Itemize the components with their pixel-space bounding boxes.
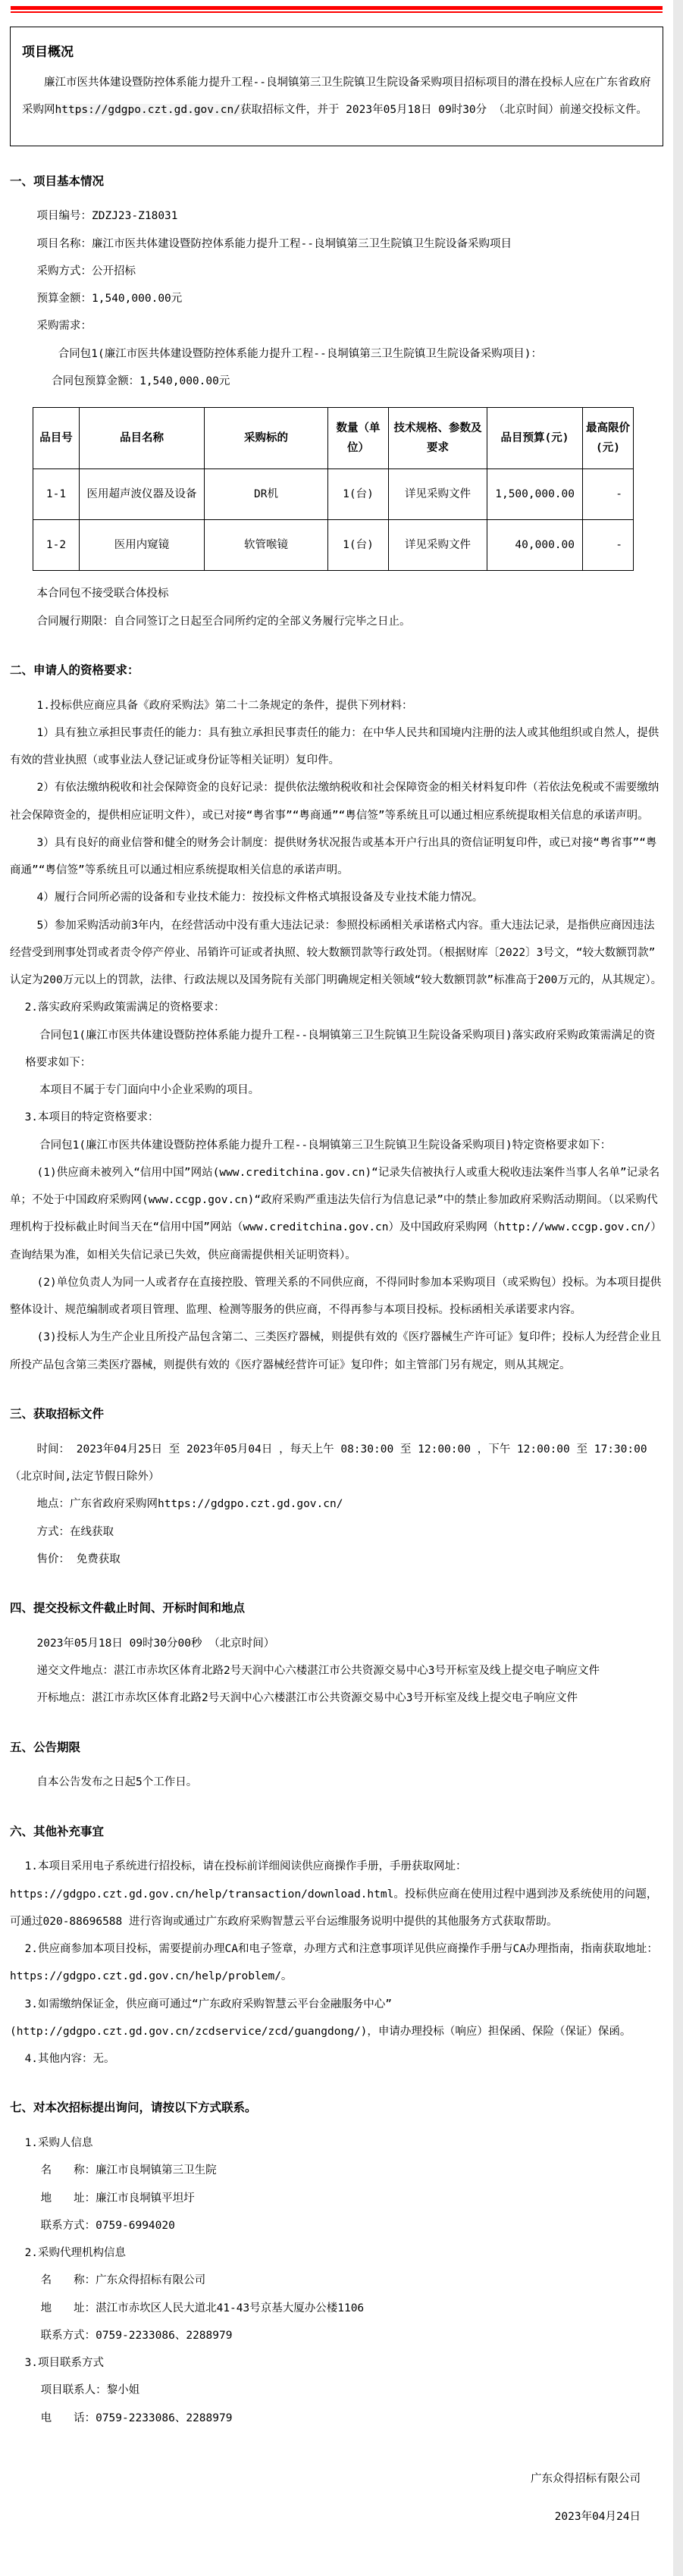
cell-item-no: 1-2 [33, 520, 80, 571]
other-matter-paragraph: 3.如需缴纳保证金，供应商可通过“广东政府采购智慧云平台金融服务中心”(http://gdgpo.czt.gd.gov.cn/zcdservice/zcd/guangdong/)，申请办理投标（响应）担保函、保险（保证）保函。 [10, 1998, 631, 2038]
cell-specs: 详见采购文件 [389, 469, 487, 520]
announcement-period-line: 自本公告发布之日起5个工作日。 [36, 1776, 198, 1789]
budget-amount-line: 预算金额：1,540,000.00元 [36, 293, 183, 306]
agency-info-title: 2.采购代理机构信息 [24, 2247, 127, 2260]
project-name-line: 项目名称：廉江市医共体建设暨防控体系能力提升工程--良垌镇第三卫生院镇卫生院设备采购项目 [36, 237, 512, 250]
table-row [33, 520, 634, 571]
qualification-paragraph: 3）具有良好的商业信誉和健全的财务会计制度：提供财务状况报告或基本开户行出具的资信证明复印件，或已对接“粤省事”“粤商通”“粤信签”等系统且可以通过相应系统提取相关信息的承诺声明。 [10, 836, 657, 877]
cell-price-cap: - [583, 520, 634, 571]
cell-quantity: 1(台) [328, 520, 389, 571]
agency-address-line: 地 址：湛江市赤坎区人民大道北41-43号京基大厦办公楼1106 [40, 2302, 365, 2314]
overview-title: 项目概况 [22, 45, 74, 60]
section-heading-other-matters: 六、其他补充事宜 [10, 1824, 105, 1838]
no-consortium-note: 本合同包不接受联合体投标 [36, 588, 169, 600]
signature-block [10, 2432, 663, 2531]
items-table [33, 407, 634, 571]
agency-name-line: 名 称：广东众得招标有限公司 [40, 2274, 206, 2287]
signature-company: 广东众得招标有限公司 [531, 2472, 641, 2485]
col-header-item-name: 品目名称 [80, 408, 205, 469]
cell-item-no: 1-1 [33, 469, 80, 520]
table-header-row [33, 408, 634, 469]
cell-item-name: 医用超声波仪器及设备 [80, 469, 205, 520]
section-heading-announcement-period: 五、公告期限 [10, 1740, 81, 1754]
bid-opening-location-line: 开标地点：湛江市赤坎区体育北路2号天润中心六楼湛江市公共资源交易中心3号开标室及线上提交电子响应文件 [36, 1692, 578, 1705]
signature-date: 2023年04月24日 [554, 2511, 641, 2524]
qualification-paragraph: 5）参加采购活动前3年内，在经营活动中没有重大违法记录：参照投标函相关承诺格式内容。重大违法记录，是指供应商因违法经营受到刑事处罚或者责令停产停业、吊销许可证或者执照、较大数额罚款等行政处罚。（根据财库〔2022〕3号文，“较大数额罚款”认定为200万元以上的罚款，法律、行政法规以及国务院有关部门明确规定相关领域“较大数额罚款”标准高于200万元的，从其规定）。 [10, 919, 663, 987]
qualification-paragraph: 本项目不属于专门面向中小企业采购的项目。 [39, 1084, 260, 1097]
project-contact-title: 3.项目联系方式 [24, 2357, 105, 2370]
procurement-method-line: 采购方式：公开招标 [36, 265, 136, 277]
submission-location-line: 递交文件地点：湛江市赤坎区体育北路2号天润中心六楼湛江市公共资源交易中心3号开标室及线上提交电子响应文件 [36, 1665, 600, 1678]
other-matter-paragraph: 2.供应商参加本项目投标，需要提前办理CA和电子签章，办理方式和注意事项详见供应商操作手册与CA办理指南，指南获取地址：https://gdgpo.czt.gd.gov.cn/help/problem/。 [10, 1943, 658, 1983]
purchaser-info-title: 1.采购人信息 [24, 2137, 93, 2150]
contract-package-line: 合同包1(廉江市医共体建设暨防控体系能力提升工程--良垌镇第三卫生院镇卫生院设备采购项目)： [58, 347, 542, 360]
overview-text-before: 廉江市医共体建设暨防控体系能力提升工程--良垌镇第三卫生院镇卫生院设备采购项目招标项目的潜在投标人应在广东省政府采购网 [22, 77, 651, 117]
cell-item-budget: 40,000.00 [487, 520, 583, 571]
qualification-paragraph: (1)供应商未被列入“信用中国”网站(www.creditchina.gov.cn)“记录失信被执行人或重大税收违法案件当事人名单”记录名单；不处于中国政府采购网(www.ccgp.gov.cn)“政府采购严重违法失信行为信息记录”中的禁止参加政府采购活动期间。（以采购代理机构于投标截止时间当天在“信用中国”网站（www.creditchina.gov.cn）及中国政府采购网（http://www.ccgp.gov.cn/）查询结果为准，如相关失信记录已失效，供应商需提供相关证明资料）。 [10, 1166, 662, 1261]
purchaser-phone-line: 联系方式：0759-6994020 [40, 2219, 175, 2232]
qualification-paragraph: 4）履行合同所必需的设备和专业技术能力：按投标文件格式填报设备及专业技术能力情况。 [36, 892, 484, 904]
table-row [33, 469, 634, 520]
obtain-location-line: 地点：广东省政府采购网https://gdgpo.czt.gd.gov.cn/ [36, 1498, 343, 1511]
col-header-price-cap: 最高限价(元) [583, 408, 634, 469]
deadline-line: 2023年05月18日 09时30分00秒 （北京时间） [36, 1637, 275, 1650]
section-heading-basic-info: 一、项目基本情况 [10, 174, 105, 188]
qualification-paragraph: 1.投标供应商应具备《政府采购法》第二十二条规定的条件，提供下列材料： [36, 699, 413, 712]
procurement-site-url: https://gdgpo.czt.gd.gov.cn/ [55, 104, 240, 117]
project-contact-person-line: 项目联系人：黎小姐 [40, 2384, 140, 2397]
obtain-time-line: 时间： 2023年04月25日 至 2023年05月04日 ，每天上午 08:30:00 至 12:00:00 ，下午 12:00:00 至 17:30:00 （北京时间,法定节假日除外） [10, 1443, 647, 1484]
contract-term-note: 合同履行期限：自合同签订之日起至合同所约定的全部义务履行完毕之日止。 [36, 615, 411, 628]
document-body [0, 172, 673, 2531]
qualification-paragraph: 1）具有独立承担民事责任的能力：具有独立承担民事责任的能力：在中华人民共和国境内注册的法人或其他组织或自然人，提供有效的营业执照（或事业法人登记证或身份证等相关证明）复印件。 [10, 726, 660, 767]
section-heading-submission: 四、提交投标文件截止时间、开标时间和地点 [10, 1601, 246, 1615]
qualification-paragraph: (2)单位负责人为同一人或者存在直接控股、管理关系的不同供应商，不得同时参加本采购项目（或采购包）投标。为本项目提供整体设计、规范编制或者项目管理、监理、检测等服务的供应商，不得再参与本项目投标。投标函相关承诺要求内容。 [10, 1276, 662, 1317]
obtain-method-line: 方式：在线获取 [36, 1525, 114, 1538]
col-header-quantity: 数量（单位） [328, 408, 389, 469]
project-number-line: 项目编号：ZDZJ23-Z18031 [36, 210, 178, 223]
cell-item-name: 医用内窥镜 [80, 520, 205, 571]
procurement-demand-line: 采购需求： [36, 320, 92, 333]
col-header-specs: 技术规格、参数及要求 [389, 408, 487, 469]
qualification-paragraph: 合同包1(廉江市医共体建设暨防控体系能力提升工程--良垌镇第三卫生院镇卫生院设备采购项目)特定资格要求如下： [39, 1139, 612, 1152]
project-overview-box [10, 27, 663, 146]
col-header-procurement-target: 采购标的 [205, 408, 328, 469]
purchaser-address-line: 地 址：廉江市良垌镇平坦圩 [40, 2192, 195, 2205]
qualification-paragraph: (3)投标人为生产企业且所投产品包含第二、三类医疗器械，则提供有效的《医疗器械生产许可证》复印件；投标人为经营企业且所投产品包含第三类医疗器械，则提供有效的《医疗器械经营许可证》复印件；如主管部门另有规定，则从其规定。 [10, 1331, 662, 1371]
overview-paragraph [22, 69, 651, 124]
qualification-paragraph: 合同包1(廉江市医共体建设暨防控体系能力提升工程--良垌镇第三卫生院镇卫生院设备采购项目)落实政府采购政策需满足的资格要求如下： [25, 1029, 656, 1069]
cell-item-budget: 1,500,000.00 [487, 469, 583, 520]
red-rule-thin [11, 11, 663, 13]
col-header-item-no: 品目号 [33, 408, 80, 469]
obtain-price-line: 售价： 免费获取 [36, 1553, 121, 1565]
cell-procurement-target: 软管喉镜 [205, 520, 328, 571]
col-header-item-budget: 品目预算(元) [487, 408, 583, 469]
section-heading-contact: 七、对本次招标提出询问，请按以下方式联系。 [10, 2101, 257, 2115]
qualification-paragraph: 2）有依法缴纳税收和社会保障资金的良好记录：提供依法缴纳税收和社会保障资金的相关材料复印件（若依法免税或不需要缴纳社会保障资金的，提供相应证明文件），或已对接“粤省事”“粤商通”“粤信签”等系统且可以通过相应系统提取相关信息的承诺声明。 [10, 782, 660, 822]
purchaser-name-line: 名 称：廉江市良垌镇第三卫生院 [40, 2164, 217, 2177]
section-heading-obtain-documents: 三、获取招标文件 [10, 1406, 105, 1421]
agency-phone-line: 联系方式：0759-2233086、2288979 [40, 2329, 233, 2342]
header-rules [0, 6, 673, 13]
project-contact-phone-line: 电 话：0759-2233086、2288979 [40, 2411, 233, 2424]
qualification-paragraph: 2.落实政府采购政策需满足的资格要求： [24, 1001, 225, 1014]
section-heading-qualification: 二、申请人的资格要求： [10, 663, 139, 677]
cell-specs: 详见采购文件 [389, 520, 487, 571]
other-matter-paragraph: 1.本项目采用电子系统进行招投标，请在投标前详细阅读供应商操作手册，手册获取网址：https://gdgpo.czt.gd.gov.cn/help/transaction/download.html。投标供应商在使用过程中遇到涉及系统使用的问题，可通过020-88696588 进行咨询或通过广东政府采购智慧云平台运维服务说明中提供的其他服务方式获取帮助。 [10, 1860, 658, 1928]
cell-procurement-target: DR机 [205, 469, 328, 520]
contract-package-budget-line: 合同包预算金额：1,540,000.00元 [52, 374, 230, 387]
overview-text-after: 获取招标文件，并于 2023年05月18日 09时30分 （北京时间）前递交投标文件。 [240, 104, 647, 117]
cell-quantity: 1(台) [328, 469, 389, 520]
cell-price-cap: - [583, 469, 634, 520]
other-matter-paragraph: 4.其他内容：无。 [24, 2053, 115, 2066]
red-rule-thick [11, 6, 663, 10]
qualification-paragraph: 3.本项目的特定资格要求： [24, 1111, 159, 1124]
